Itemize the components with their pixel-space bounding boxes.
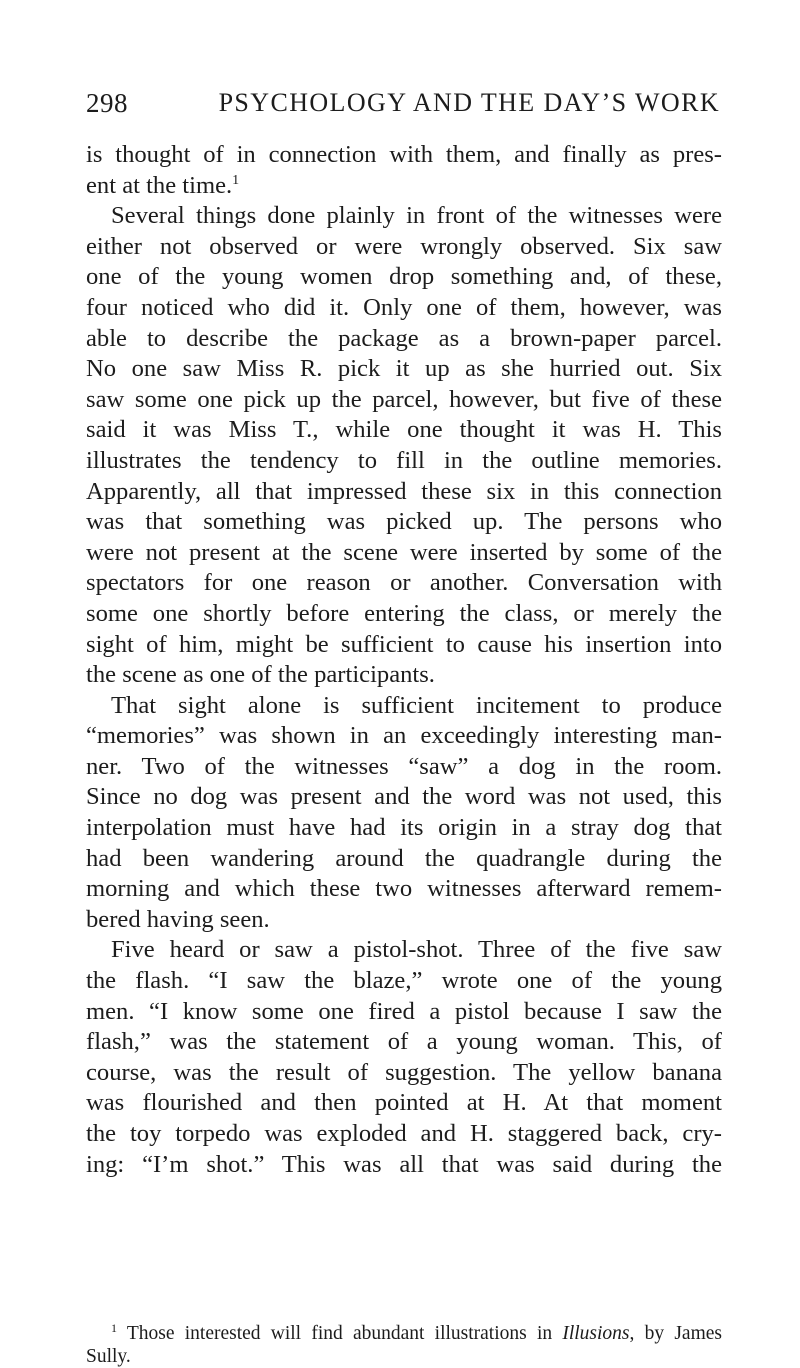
text-line: some one shortly before entering the class, or merely the [86,599,722,627]
text-line: is thought of in connection with them, and finally as pres- [86,141,722,168]
text-line: the scene as one of the participants. [86,661,435,689]
text-line: Since no dog was present and the word was not used, this [86,783,722,811]
text-line: bered having seen. [86,905,270,933]
text-line [86,171,722,202]
footnote [86,1322,722,1368]
text-line: morning and which these two witnesses afterward remem- [86,875,722,903]
text-line: Several things done plainly in front of the witnesses were [111,202,722,230]
text-line: “memories” was shown in an exceedingly interesting man- [86,722,722,750]
text-line: saw some one pick up the parcel, however, but five of these [86,385,722,413]
text-line: either not observed or were wrongly observed. Six saw [86,232,722,260]
text-line: had been wandering around the quadrangle during the [86,844,722,872]
text-line: ing: “I’m shot.” This was all that was said during the [86,1150,722,1178]
text-line: four noticed who did it. Only one of them, however, was [86,293,722,321]
footnote-text: , by James [629,1323,722,1344]
text-line: able to describe the package as a brown-paper parcel. [86,324,722,352]
text-line: course, was the result of suggestion. The yellow banana [86,1058,722,1086]
text-line: the toy torpedo was exploded and H. staggered back, cry- [86,1120,722,1147]
running-head [86,88,720,128]
text-line: men. “I know some one fired a pistol because I saw the [86,997,722,1025]
text-line: interpolation must have had its origin in a stray dog that [86,814,722,842]
footnote-text: Those interested will find abundant illustrations in [126,1323,563,1344]
footnote-line: Sully. [86,1346,131,1367]
text-line: one of the young women drop something and, of these, [86,263,722,291]
footnote-reference: 1 [232,172,240,188]
footnote-mark: 1 [111,1321,117,1335]
text-line: spectators for one reason or another. Conversation with [86,569,722,597]
text-line: were not present at the scene were inserted by some of the [86,538,722,566]
text-line: Apparently, all that impressed these six in this connection [86,477,722,505]
body-text [86,140,722,1180]
text-line: the flash. “I saw the blaze,” wrote one of the young [86,967,722,995]
text-line: said it was Miss T., while one thought it was H. This [86,416,722,444]
text-line: was flourished and then pointed at H. At that moment [86,1089,722,1117]
text-line: Five heard or saw a pistol-shot. Three of the five saw [111,936,722,964]
footnote-line [86,1322,722,1345]
footnote-book-title: Illusions [562,1323,630,1344]
running-title: PSYCHOLOGY AND THE DAY’S WORK [218,88,720,117]
text-line: sight of him, might be sufficient to cause his insertion into [86,630,722,658]
text-line: That sight alone is sufficient incitement to produce [111,691,722,719]
text-line: ner. Two of the witnesses “saw” a dog in the room. [86,752,722,780]
text-line: flash,” was the statement of a young woman. This, of [86,1028,722,1056]
text-line: No one saw Miss R. pick it up as she hurried out. Six [86,355,722,383]
text-line: was that something was picked up. The persons who [86,508,722,536]
page-number: 298 [86,88,128,118]
text-line: illustrates the tendency to fill in the outline memories. [86,446,722,474]
text-line-content: ent at the time. [86,171,233,199]
